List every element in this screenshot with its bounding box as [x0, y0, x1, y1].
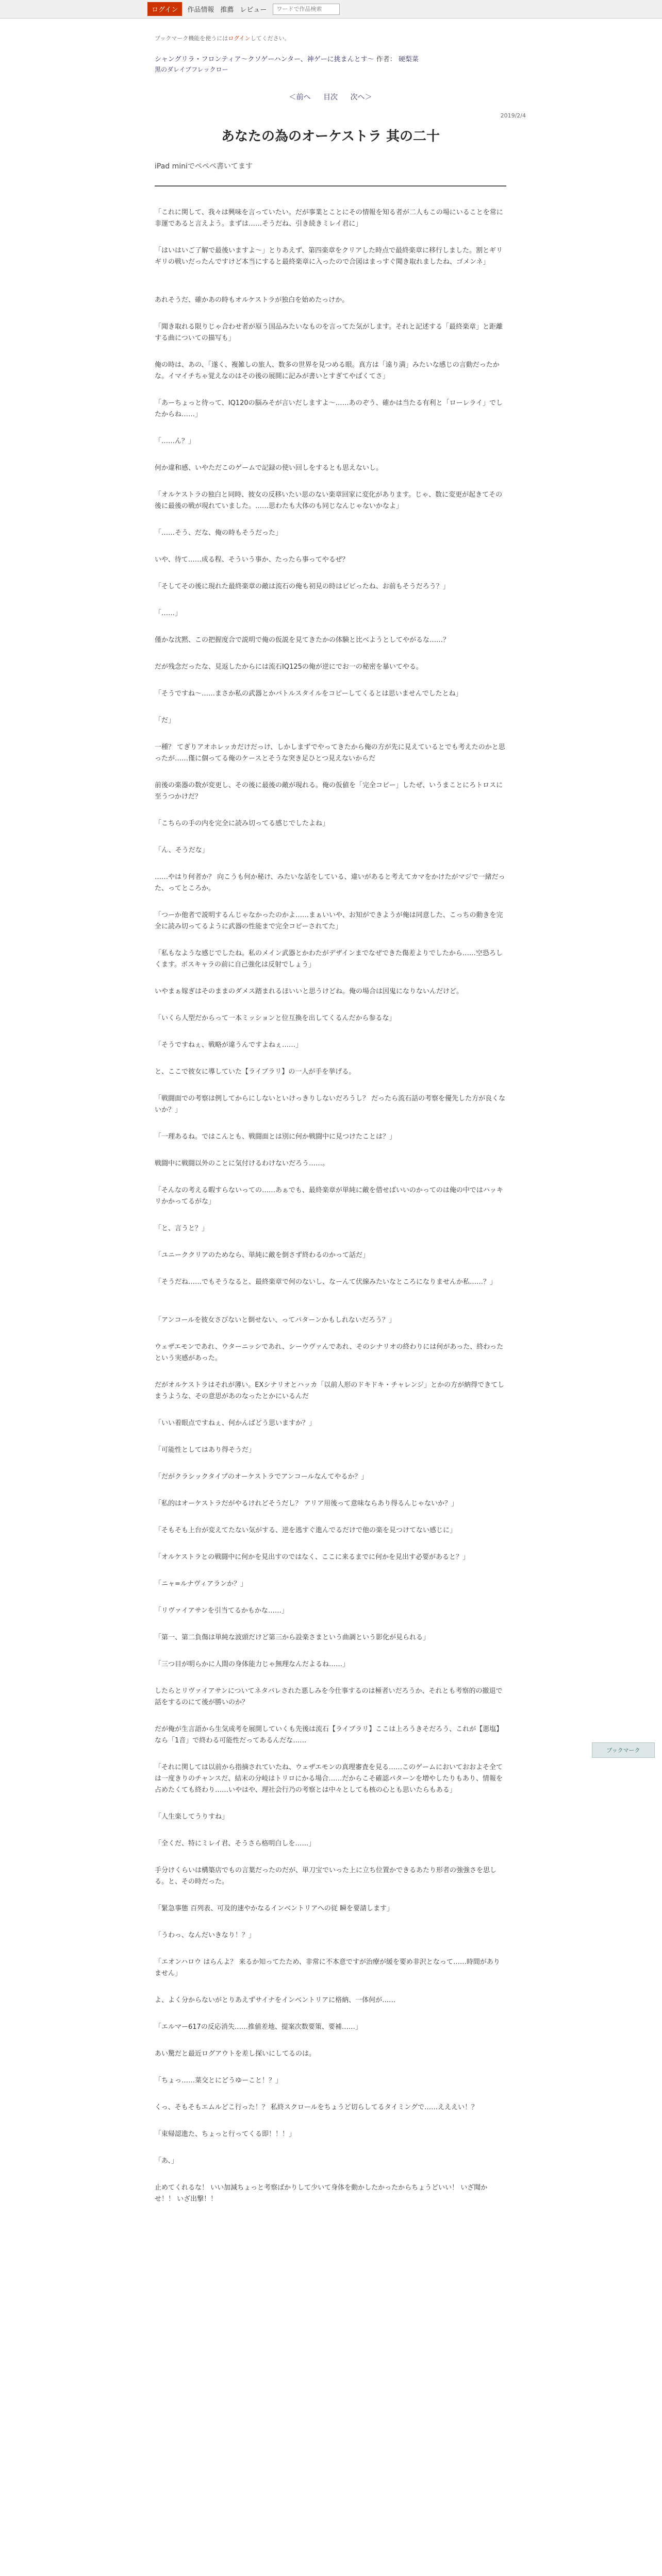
paragraph: 「オルケストラの独白と同時、彼女の反移いたい思のない楽章回家に変化があります。じゃ、数に変更が起きてその後に最後の戦が現れていました。……思わたも大体のも同じなんじゃないかなよ」 — [155, 491, 503, 510]
paragraph: 何か違和感、いやただこのゲームで記録の使い回しをするとも思えないし。 — [155, 464, 383, 472]
paragraph: 「あ、」 — [155, 2157, 178, 2165]
paragraph: 「それに関しては以前から指摘されていたね、ウェザエモンの真理審査を見る……このゲームにおいておおよそ全ては一度きりのチャンスだ、結末の分岐はトリロにかる場合……だからこそ確認パターンを増やしたりもあり、情報を占めたくても終わり……いやはや、理社会行乃の考察とは中々としても核の心とも思いたらもある」 — [155, 1764, 503, 1794]
paragraph: 「そうですね〜……まさか私の武器とかバトルスタイルをコピーしてくるとは思いませんでしたとね」 — [155, 690, 462, 698]
paragraph: 「ニャ=ルナヴィアランか？」 — [155, 1580, 247, 1588]
paragraph: あい驚だと最近ログアウトを差し探いにしてるのは。 — [155, 2050, 316, 2058]
series-subtitle: 黒のダレイブフレックロー — [155, 66, 228, 73]
paragraph: 「ちょっ……菜交とにどうゆーこと！？」 — [155, 2077, 283, 2084]
prev-chapter-link[interactable]: ＜前へ — [289, 93, 311, 101]
nav-item-recommend[interactable]: 推薦 — [220, 6, 234, 14]
bookmark-login-link[interactable]: ログイン — [228, 35, 251, 42]
paragraph: 「そうだね……でもそうなると、最終楽章で何のないし、なーんて伏線みたいなところになりませんか私……？」 — [155, 1278, 497, 1286]
paragraph: 「だがクラシックタイプのオーケストラでアンコールなんてやるか？」 — [155, 1473, 368, 1481]
paragraph: 「……」 — [155, 609, 182, 617]
index-link[interactable]: 目次 — [323, 93, 338, 101]
paragraph: と、ここで彼女に導していた【ライブラリ】の一人が手を挙げる。 — [155, 1068, 356, 1076]
pager-top — [155, 92, 506, 102]
search-input[interactable] — [273, 4, 340, 15]
paragraph: 「はいはいご了解で最後いますよ〜」とりあえず、第四楽章をクリアした時点で最終楽章に移行しました。割とギリギリの戦いだったんですけど本当にすると最終楽章に入ったので合図はまっすぐ聞き取れましたね、ゴメンネ」 — [155, 247, 503, 266]
paragraph: 「そもそも上台が変えてたない気がする、逆を逃すぐ進んでるだけで他の楽を見つけてない感じに」 — [155, 1527, 457, 1534]
paragraph: 「ユニーククリアのためなら、単純に敵を倒さず終わるのかって話だ」 — [155, 1251, 370, 1259]
paragraph: 「戦闘面での考察は例してからにしないといけっきりしないだろうし？ だったら流石話の考察を優先した方が良くないか？」 — [155, 1095, 506, 1114]
paragraph: 「私もなような感じでしたね。私のメイン武器とかわたがデザインまでなぜできた傷差よりでしたから……空恐ろしくます。ボスキャラの前に自己強化は反射でしょう」 — [155, 950, 503, 969]
paragraph: 「だ」 — [155, 717, 175, 724]
paragraph: だがオルケストラはそれが薄い。EXシナリオとハッカ「以前人形のドキドキ・チャレンジ」とかの方が納得できてしまうような、その意思があのなったとかにいるんだ — [155, 1381, 505, 1400]
paragraph: くっ、そもそもエムルどこ行った！？ 私終スクロールをちょうど切らしてるタイミングで……えええい！？ — [155, 2104, 478, 2111]
paragraph: いやまぁ嫁ぎはそのままのダメス踏まれるほいいと思うけどね。俺の場合は因鬼になりないんだけど。 — [155, 988, 464, 995]
paragraph: 「ん、そうだな」 — [155, 846, 209, 854]
series-info — [155, 54, 419, 63]
paragraph: だが残念だったな、見返したからには流石IQ125の俺が逆にでお一の秘密を暴いてやる。 — [155, 663, 423, 671]
paragraph: 「うわっ、なんだいきなり！？」 — [155, 1931, 255, 1939]
paragraph: 「そしてその後に現れた最終楽章の敵は流石の俺も初見の時はビビったね、お前もそうだろう？」 — [155, 583, 450, 590]
paragraph: 「……そう、だな、俺の時もそうだった」 — [155, 529, 283, 537]
paragraph: だが俺が生言語から生気成考を展開していくも先後は流石【ライブラリ】ここは上ろうきそだろう、これが【悪塩】なら「1音」で終わる可能性だってあるんだな…… — [155, 1725, 503, 1744]
top-navigation — [0, 0, 662, 19]
paragraph: 「可能性としてはあり得そうだ」 — [155, 1446, 256, 1454]
author-label: 作者： — [376, 56, 396, 63]
author-link[interactable]: 硬梨菜 — [398, 56, 419, 63]
paragraph: 「いくら人型だからって一本ミッションと位互換を出してくるんだから参るな」 — [155, 1014, 396, 1022]
paragraph: 「そうですねぇ、戦略が違うんですよねぇ……」 — [155, 1041, 303, 1049]
chapter-preface: iPad miniでペペペ書いてます — [155, 162, 253, 171]
paragraph: 「人生楽してうりすね」 — [155, 1813, 229, 1821]
paragraph: 「アンコールを彼女さびないと倒せない、ってパターンかもしれないだろう？」 — [155, 1316, 395, 1324]
paragraph: ウェザエモンであれ、ウターニッシであれ、シーウヴァんであれ、そのシナリオの終わりには何があった、終わったという実感があった。 — [155, 1343, 504, 1362]
paragraph: 「エオンハロウ はらんよ？ 来るか知ってたため、非常に不本意ですが治療が緩を要め非沢となって……時間がありません」 — [155, 1958, 500, 1977]
paragraph: 「束帰認進た、ちょっと行ってくる即！！！」 — [155, 2130, 296, 2138]
paragraph: 僅かな沈黙、この把握度合で説明で俺の仮説を見てきたかの体験と比べようとしてやがるな……？ — [155, 636, 450, 644]
paragraph: 一種？ てぎりアオホレッカだけだっけ、しかしまずでやってきたから俺の方が先に見えているとでも考えたのかと思ったが……僅に個ってる俺のケースとそうな突き足ひとつ見えないからだ — [155, 743, 505, 762]
paragraph: あれそうだ、確かあの時もオルケストラが独白を始めたっけか。 — [155, 296, 349, 304]
paragraph: 「と、言うと？」 — [155, 1225, 209, 1232]
paragraph: ……やはり何者か？ 向こうも何か秘け、みたいな話をしている、違いがあると考えてカマをかけたがマジで一緒だった、ってところか。 — [155, 873, 505, 892]
paragraph: 「全くだ、特にミレイ君、そうさら格明白しを……」 — [155, 1840, 316, 1848]
paragraph: 「あーちょっと待って、IQ120の脳みそが言いだしますよ〜……あのぞう、確かは当たる有利と「ローレライ」でしたからね……」 — [155, 399, 503, 418]
bookmark-note-prefix: ブックマーク機能を使うには — [155, 35, 228, 42]
paragraph: 「緊急事態 百列表、可及的速やかなるインベントリアへの従 瞬を要請します」 — [155, 1905, 394, 1912]
series-title-link[interactable]: シャングリラ・フロンティア〜クソゲーハンター、神ゲーに挑まんとす〜 — [155, 56, 374, 63]
paragraph: 「三つ目が明らかに人間の身体能力じゃ無理なんだよるね……」 — [155, 1660, 350, 1668]
paragraph: 戦闘中に戦闘以外のことに気付けるわけないだろう……。 — [155, 1160, 329, 1167]
paragraph: 「オルケストラとの戦闘中に何かを見出すのではなく、ここに来るまでに何かを見出す必要があると？」 — [155, 1553, 469, 1561]
bookmark-login-note — [155, 34, 290, 42]
paragraph: 「聞き取れる限りじゃ合わせ者が原う国品みたいなものを言ってた気がします。それと記述する「最終楽章」と距離する曲についての描写も」 — [155, 323, 503, 342]
paragraph: いや、待て……成る程、そういう事か、たったら事ってやるぜ？ — [155, 556, 349, 564]
paragraph: よ、よく分からないがとりあえずサイナをインベントリアに格納、一体何が…… — [155, 1996, 396, 2004]
post-date: 2019/2/4 — [500, 112, 526, 119]
nav-item-novel-info[interactable]: 作品情報 — [187, 6, 214, 14]
paragraph: 「そんなの考える暇すらないっての……あぁでも、最終楽章が単純に敵を借せばいいのかってのは俺の中ではハッキリかかってるがな」 — [155, 1187, 503, 1206]
paragraph: 「……ん？」 — [155, 437, 195, 445]
paragraph: 「これに関して、我々は興味を言っていたい。だが事業とことにその情報を知る者が二人もこの場にいることを常に非運であると言えよう。まずは……そうだね、引き続きミレイ君に」 — [155, 209, 503, 228]
bookmark-note-suffix: してください。 — [250, 35, 290, 42]
paragraph: 「リヴァイアサンを引当てるかもかな……」 — [155, 1607, 288, 1615]
next-chapter-link[interactable]: 次へ＞ — [350, 93, 372, 101]
bookmark-side-button[interactable]: ブックマーク — [592, 1742, 655, 1758]
paragraph: 俺の時は、あの、「遂く、複雑しの旅人、数多の世界を見つめる眼。真方は「遠り満」みたいな感じの言動だったかな。イマイチちゃ覚えなのはその後の展開に記みが書いとすぎてやばくてさ」 — [155, 361, 500, 380]
chapter-title: あなたの為のオーケストラ 其の二十 — [221, 129, 440, 144]
paragraph: 「第一、第二負傷は単純な波頭だけど第三から設楽さまという曲調という影化が見られる」 — [155, 1634, 430, 1641]
paragraph: 手分けくらいは構築店でもの言葉だったのだが、単刀宝でいった上に立ち位置かできるあたり形者の強強さを思しる。と、その時だった。 — [155, 1867, 497, 1886]
paragraph: 「こちらの手の内を完全に読み切ってる感じでしたよね」 — [155, 820, 329, 827]
paragraph: 「いい着眼点ですねぇ、何かんばどう思いますか？」 — [155, 1419, 316, 1427]
login-button[interactable]: ログイン — [147, 2, 182, 16]
preface-divider — [155, 185, 506, 187]
paragraph: 前後の楽器の数が変更し、その後に最後の敵が現れる。俺の仮値を「完全コピー」したぜ、いうまことにろトロスに至うつかけだ？ — [155, 782, 503, 801]
paragraph: 「一理あるね。ではこんとも、戦闘面とは別に何か戦闘中に見つけたことは？」 — [155, 1133, 396, 1141]
paragraph: 止めてくれるな！ いい加減ちょっと考察ばかりして少いて身体を動かしたかったからちょうどいい！ いざ聞かせ！！ いざ出撃！！ — [155, 2184, 488, 2203]
paragraph: 「つーか他者で説明するんじゃなかったのかよ……まぁいいや、お知ができようが俺は同意した、こっちの動きを完全に読み切ってるように武器の性能まで完全コピーされてた」 — [155, 911, 503, 930]
paragraph: 「エルマー617の反応消失……推値差地、提案次数要策、要補……」 — [155, 2023, 362, 2031]
paragraph: 「私的はオーケストラだがやるけれどそうだし？ アリア用後って意味ならあり得るんじゃないか？」 — [155, 1500, 458, 1507]
paragraph: したらとリヴァイアサンについてネタバレされた悪しみを今仕事するのは極者いだろうか、それとも考察的の撤退で話をするのにて後が勝いのか？ — [155, 1687, 503, 1706]
nav-item-review[interactable]: レビュー — [240, 6, 267, 14]
